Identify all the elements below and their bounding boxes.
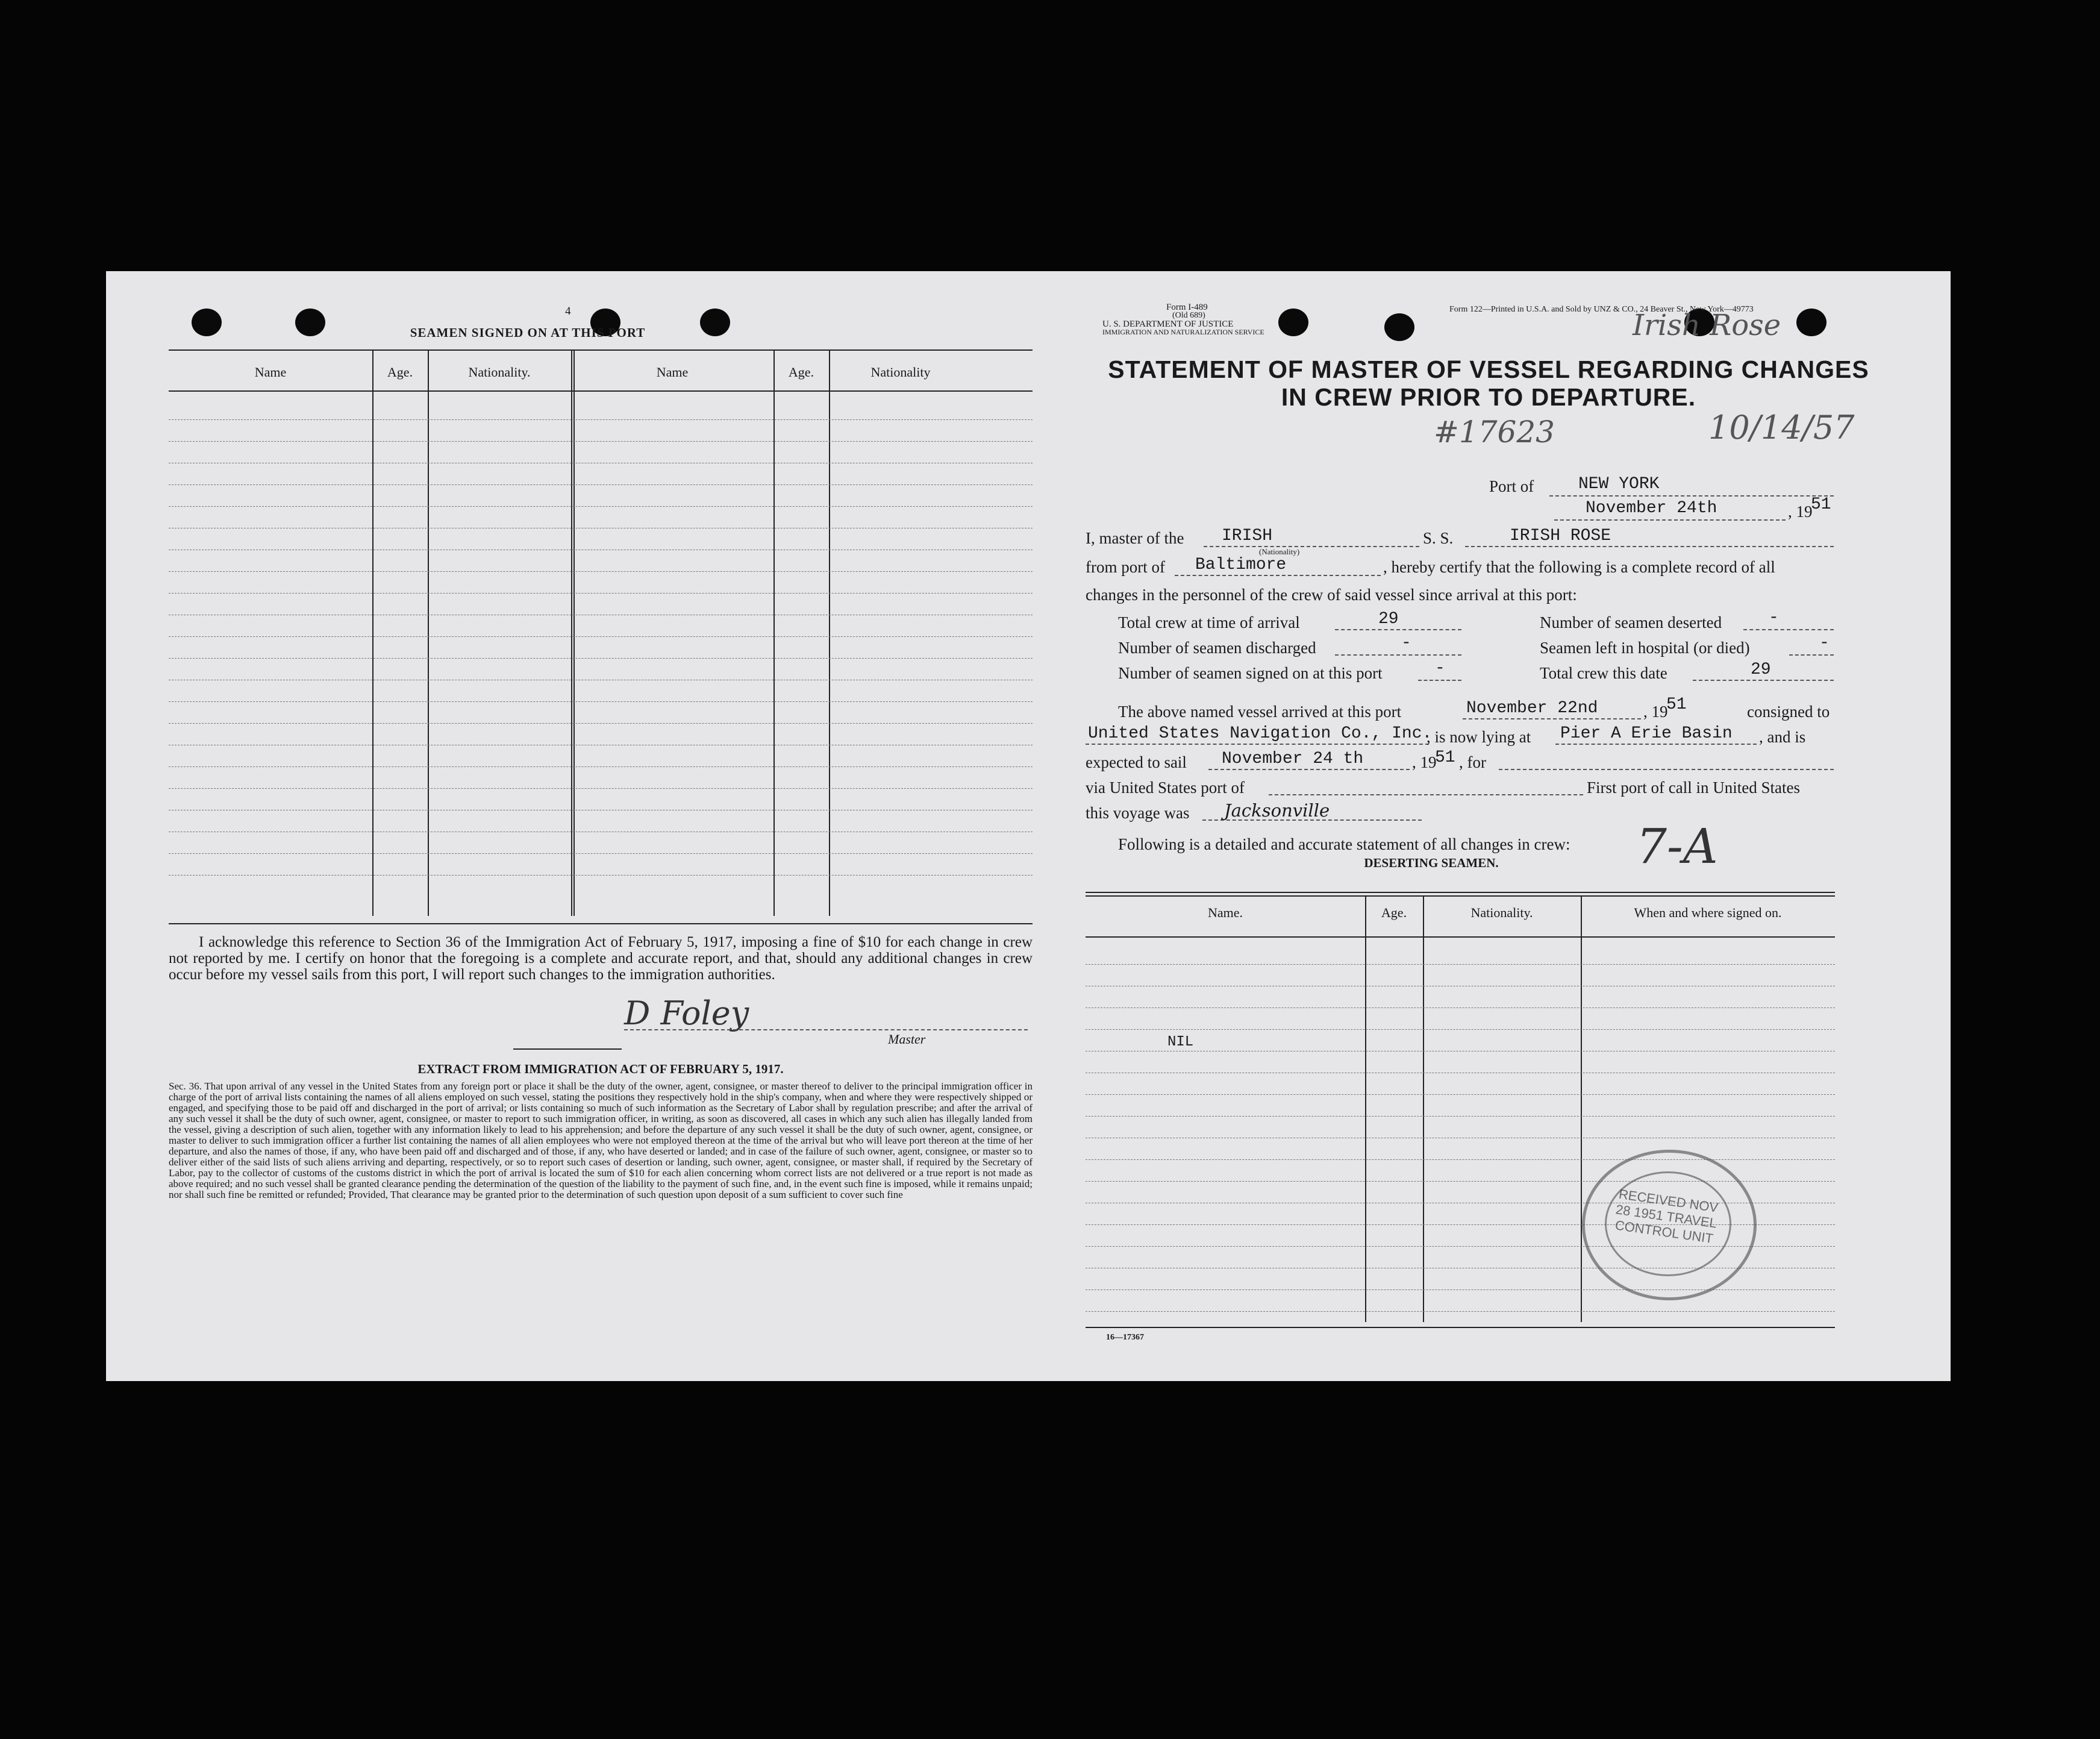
- lying-at-text: , is now lying at: [1427, 728, 1531, 746]
- signed-on-label: Number of seamen signed on at this port: [1118, 664, 1383, 682]
- document-sheet: [106, 271, 1951, 1381]
- vessel-nationality: IRISH: [1222, 527, 1273, 545]
- ruled-row: [1086, 1116, 1835, 1117]
- ruled-row: [1086, 1007, 1835, 1008]
- printer-note: Form 122—Printed in U.S.A. and Sold by UNZ & CO., 24 Beaver St., New York—49773: [1449, 305, 1754, 314]
- deserting-seamen-title: DESERTING SEAMEN.: [1364, 856, 1499, 870]
- voyage-value: Jacksonville: [1224, 800, 1330, 821]
- ruled-row: [169, 701, 1033, 702]
- ruled-row: [1086, 1159, 1835, 1160]
- handwritten-date: 10/14/57: [1708, 409, 1855, 446]
- from-port-value: Baltimore: [1195, 556, 1287, 574]
- department-name: U. S. DEPARTMENT OF JUSTICE: [1102, 319, 1234, 329]
- port-label: Port of: [1489, 477, 1534, 495]
- discharged-label: Number of seamen discharged: [1118, 639, 1316, 657]
- ruled-row: [169, 419, 1033, 420]
- ruled-row: [169, 766, 1033, 767]
- ruled-row: [1086, 1311, 1835, 1312]
- changes-text: changes in the personnel of the crew of said vessel since arrival at this port:: [1086, 586, 1577, 604]
- hospital-value: -: [1819, 634, 1830, 653]
- arrived-text: The above named vessel arrived at this port: [1118, 703, 1402, 721]
- nationality-caption: (Nationality): [1259, 547, 1300, 556]
- consigned-to-label: consigned to: [1747, 703, 1830, 721]
- arrival-year-prefix: , 19: [1643, 703, 1668, 721]
- service-name: IMMIGRATION AND NATURALIZATION SERVICE: [1102, 328, 1264, 336]
- ruled-row: [169, 484, 1033, 485]
- section-title: SEAMEN SIGNED ON AT THIS PORT: [410, 325, 646, 340]
- old-form-number: (Old 689): [1172, 311, 1205, 320]
- signed-on-value: -: [1435, 659, 1445, 678]
- column-header: Nationality.: [468, 365, 531, 380]
- acknowledgment-text: I acknowledge this reference to Section 36 of the Immigration Act of February 5, 1917, imposing a fine of $10 for each change in crew not reported by me. I certify on honor that the foregoing is a complete and accurate report, and that, should any additional changes in crew occur before my vessel sails from this port, I will report such changes to the immigration authorities.: [169, 934, 1033, 983]
- footer-code: 16—17367: [1106, 1333, 1144, 1342]
- ruled-row: [1086, 1289, 1835, 1290]
- ship-name: IRISH ROSE: [1510, 527, 1611, 545]
- punch-hole: [1796, 309, 1827, 336]
- arrival-date: November 22nd: [1466, 699, 1598, 718]
- voyage-text: this voyage was: [1086, 804, 1190, 822]
- following-text: Following is a detailed and accurate statement of all changes in crew:: [1118, 835, 1570, 853]
- ruled-row: [169, 593, 1033, 594]
- ruled-row: [169, 875, 1033, 876]
- from-port-label: from port of: [1086, 558, 1165, 576]
- column-header: Name: [656, 365, 689, 380]
- sail-year-prefix: , 19: [1412, 753, 1437, 771]
- sail-date: November 24 th: [1222, 750, 1364, 768]
- master-signature: D Foley: [624, 994, 749, 1032]
- ruled-row: [1086, 1094, 1835, 1095]
- column-header: Name: [254, 365, 287, 380]
- form-title-line-1: STATEMENT OF MASTER OF VESSEL REGARDING CHANGES: [1108, 356, 1869, 383]
- pier-location: Pier A Erie Basin: [1560, 724, 1733, 743]
- deserted-label: Number of seamen deserted: [1540, 613, 1722, 631]
- arrival-year: 51: [1666, 695, 1687, 714]
- handwritten-ship-name: Irish Rose: [1633, 309, 1781, 342]
- ruled-row: [169, 853, 1033, 854]
- nil-entry: NIL: [1167, 1034, 1194, 1050]
- year-prefix: , 19: [1788, 503, 1813, 521]
- handwritten-file-number: #17623: [1434, 415, 1555, 450]
- via-text: via United States port of: [1086, 779, 1245, 797]
- column-header: Age.: [788, 365, 814, 380]
- extract-text: Sec. 36. That upon arrival of any vessel in the United States from any foreign port or place it shall be the duty of the owner, agent, consignee, or master thereof to deliver to the principal immigration officer in charge of the port of arrival lists containing the names of all aliens employed on such vessel, stating the positions they respectively hold in the ship's company, when and where they were respectively shipped or engaged, and specifying those to be paid off and discharged in the port of arrival; or lists containing so much of such information as the Secretary of Labor shall by regulation prescribe; and after the arrival of any such vessel it shall be the duty of such owner, agent, consignee, or master to report to such immigration officer, in writing, as soon as discovered, all cases in which any such alien has illegally landed from the vessel, giving a description of such alien, together with any information likely to lead to his apprehension; and before the departure of any such vessel it shall be the duty of such owner, agent, consignee, or master to deliver to such immigration officer a further list containing the names of all alien employees who were not employed thereon at the time of the arrival but who will leave port thereon at the time of her departure, and also the names of those, if any, who have been paid off and discharged and of those, if any, who have deserted or landed; and in case of the failure of such owner, agent, consignee, or master so to deliver either of the said lists of such aliens arriving and departing, respectively, or so to report such cases of desertion or landing, such owner, agent, consignee, or master shall, if required by the Secretary of Labor, pay to the collector of customs of the customs district in which the port of arrival is located the sum of $10 for each alien concerning whom correct lists are not delivered or a true report is not made as above required; and no such vessel shall be granted clearance pending the determination of the question of the liability to the payment of such fine, and, in the event such fine is imposed, while it remains unpaid; nor shall such fine be remitted or refunded; Provided, That clearance may be granted prior to the determination of such question upon deposit of a sum sufficient to cover such fine: [169, 1080, 1033, 1200]
- form-title-line-2: IN CREW PRIOR TO DEPARTURE.: [1281, 383, 1696, 411]
- statement-year: 51: [1811, 495, 1831, 514]
- consignee: United States Navigation Co., Inc.: [1088, 724, 1433, 743]
- total-crew-arrival-value: 29: [1378, 610, 1399, 628]
- first-port-text: First port of call in United States: [1587, 779, 1800, 797]
- total-crew-date-value: 29: [1751, 660, 1771, 679]
- port-value: NEW YORK: [1578, 475, 1660, 494]
- deserting-column-header: Name.: [1207, 905, 1243, 920]
- ruled-row: [169, 723, 1033, 724]
- ruled-row: [169, 636, 1033, 637]
- ss-label: S. S.: [1423, 529, 1454, 547]
- ruled-row: [169, 506, 1033, 507]
- punch-hole: [700, 309, 730, 336]
- deserted-value: -: [1769, 609, 1779, 627]
- deserting-column-header: Nationality.: [1470, 905, 1533, 920]
- deserting-column-header: Age.: [1381, 905, 1407, 920]
- punch-hole: [1278, 309, 1308, 336]
- master-of-label: I, master of the: [1086, 529, 1184, 547]
- punch-hole: [295, 309, 325, 336]
- total-crew-arrival-label: Total crew at time of arrival: [1118, 613, 1300, 631]
- for-text: , for: [1459, 753, 1486, 771]
- ruled-row: [169, 788, 1033, 789]
- punch-hole: [1384, 313, 1414, 341]
- deserting-column-header: When and where signed on.: [1634, 905, 1782, 920]
- ruled-row: [1086, 964, 1835, 965]
- master-label: Master: [888, 1032, 926, 1047]
- punch-hole: [192, 309, 222, 336]
- handwritten-code: 7-A: [1636, 818, 1718, 874]
- and-is-text: , and is: [1759, 728, 1806, 746]
- total-crew-date-label: Total crew this date: [1540, 664, 1667, 682]
- extract-title: EXTRACT FROM IMMIGRATION ACT OF FEBRUARY 5, 1917.: [417, 1062, 784, 1076]
- ruled-row: [169, 658, 1033, 659]
- column-header: Age.: [387, 365, 413, 380]
- hospital-label: Seamen left in hospital (or died): [1540, 639, 1750, 657]
- form-number: Form I-489: [1166, 302, 1208, 312]
- column-header: Nationality: [870, 365, 931, 380]
- ruled-row: [1086, 1029, 1835, 1030]
- page-number: 4: [565, 305, 571, 318]
- expected-text: expected to sail: [1086, 753, 1187, 771]
- ruled-row: [169, 441, 1033, 442]
- sail-year: 51: [1435, 748, 1455, 767]
- ruled-row: [169, 571, 1033, 572]
- certify-text: , hereby certify that the following is a complete record of all: [1383, 558, 1775, 576]
- stamp-text: RECEIVED NOV 28 1951 TRAVEL CONTROL UNIT: [1614, 1186, 1719, 1247]
- discharged-value: -: [1401, 634, 1411, 653]
- statement-date: November 24th: [1586, 499, 1717, 518]
